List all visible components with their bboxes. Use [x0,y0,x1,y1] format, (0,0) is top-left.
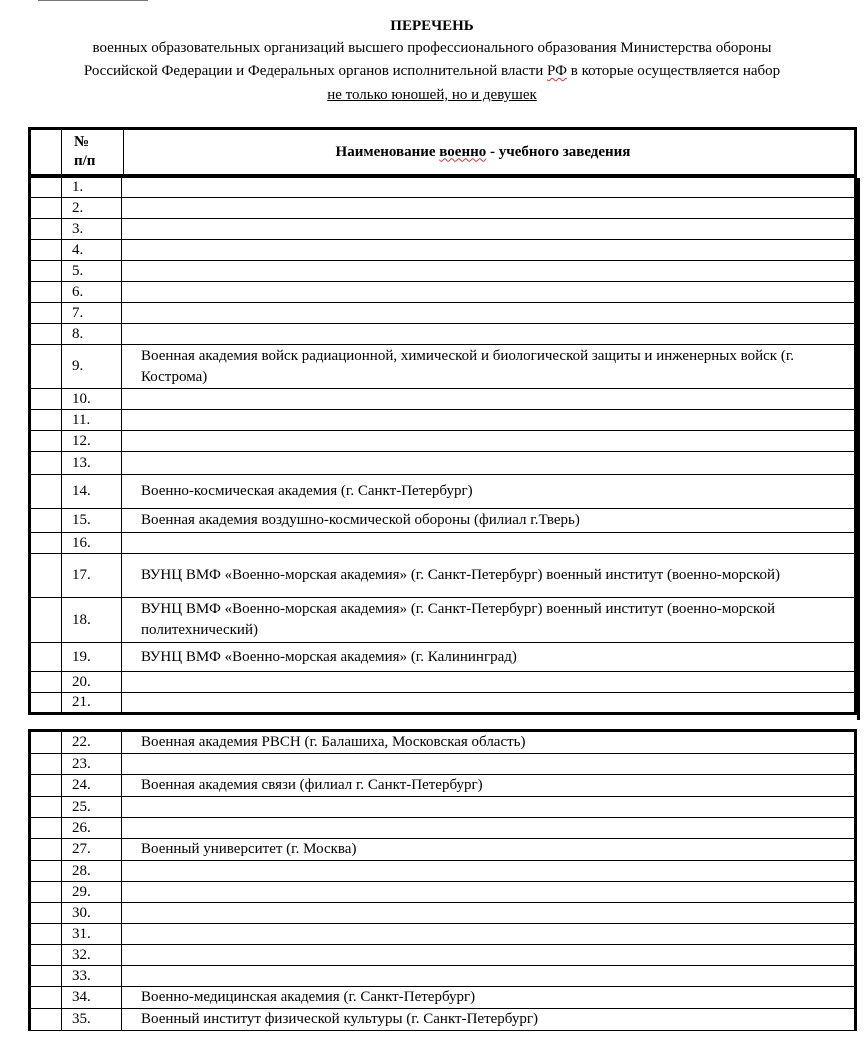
institution-name [122,240,856,261]
row-blank-cell [30,966,62,987]
table-row [30,643,856,672]
row-blank-cell [30,861,62,882]
table-header-row [30,129,856,176]
table-row [30,987,856,1009]
table-row [30,672,856,693]
row-blank-cell [30,818,62,839]
row-blank-cell [30,945,62,966]
table-row [30,324,856,345]
table-row [30,754,856,775]
institutions-table-section-2 [28,729,857,1031]
institution-name [122,672,856,693]
row-blank-cell [30,240,62,261]
table-row [30,261,856,282]
institution-name: ВУНЦ ВМФ «Военно-морская академия» (г. Калининград) [122,643,856,672]
row-blank-cell [30,219,62,240]
table-row [30,475,856,509]
institution-name [122,966,856,987]
institution-name [122,945,856,966]
table-row [30,219,856,240]
institutions-table-section-1 [28,175,857,715]
row-blank-cell [30,475,62,509]
blank-column-header [30,129,62,176]
institution-name [122,177,856,198]
table-row [30,775,856,797]
institution-name [122,533,856,554]
row-number: 22. [62,731,122,754]
row-number: 7. [62,303,122,324]
table-row [30,345,856,389]
row-blank-cell [30,754,62,775]
number-column-header [62,129,124,176]
row-blank-cell [30,693,62,714]
institution-name [122,410,856,431]
table-row [30,924,856,945]
institution-name [122,282,856,303]
table-header [28,127,857,177]
institution-name: Военная академия воздушно-космической обороны (филиал г.Тверь) [122,509,856,533]
table-row [30,945,856,966]
row-blank-cell [30,345,62,389]
row-blank-cell [30,643,62,672]
institution-name [122,924,856,945]
table-row [30,303,856,324]
institution-name [122,861,856,882]
row-number: 16. [62,533,122,554]
institution-name [122,261,856,282]
table-row [30,903,856,924]
row-number: 6. [62,282,122,303]
table-row [30,410,856,431]
row-blank-cell [30,598,62,643]
table-row [30,797,856,818]
table-right-edge [857,178,860,720]
name-column-header [124,129,856,176]
row-blank-cell [30,389,62,410]
row-number: 5. [62,261,122,282]
subtitle-line-2-part-a: Российской Федерации и Федеральных органов исполнительной власти [83,63,548,79]
row-blank-cell [30,903,62,924]
row-blank-cell [30,775,62,797]
row-blank-cell [30,797,62,818]
row-blank-cell [30,924,62,945]
row-blank-cell [30,431,62,452]
document-subtitle-line-1: военных образовательных организаций высшего профессионального образования Министерства обороны [92,40,772,56]
table-row [30,389,856,410]
row-number: 34. [62,987,122,1009]
row-number: 15. [62,509,122,533]
institution-name [122,452,856,475]
row-number: 19. [62,643,122,672]
row-number: 23. [62,754,122,775]
institution-name: Военный институт физической культуры (г. Санкт-Петербург) [122,1009,856,1031]
institution-name [122,324,856,345]
table-row [30,431,856,452]
row-number: 18. [62,598,122,643]
institution-name [122,882,856,903]
table-row [30,882,856,903]
row-number: 8. [62,324,122,345]
row-number: 29. [62,882,122,903]
table-row [30,177,856,198]
institution-name [122,818,856,839]
table-row [30,198,856,219]
number-column-header-line-2: п/п [74,153,96,169]
row-number: 35. [62,1009,122,1031]
row-number: 1. [62,177,122,198]
row-number: 17. [62,554,122,598]
row-blank-cell [30,509,62,533]
row-number: 10. [62,389,122,410]
row-blank-cell [30,533,62,554]
row-number: 25. [62,797,122,818]
table-row [30,861,856,882]
institution-name [122,219,856,240]
table-row [30,598,856,643]
name-column-header-part-a: Наименование [335,143,440,160]
row-blank-cell [30,261,62,282]
row-blank-cell [30,839,62,861]
row-blank-cell [30,554,62,598]
table-row [30,282,856,303]
name-column-header-part-b: военно [439,143,487,160]
institution-name [122,389,856,410]
subtitle-line-2-part-c: в которые осуществляется набор [566,63,781,79]
row-number: 28. [62,861,122,882]
institution-name: ВУНЦ ВМФ «Военно-морская академия» (г. Санкт-Петербург) военный институт (военно-морской политехнический) [122,598,856,643]
top-rule [38,0,148,1]
subtitle-line-3-text: не только юношей, но и девушек [327,87,537,103]
row-blank-cell [30,324,62,345]
table-row [30,693,856,714]
row-number: 32. [62,945,122,966]
institution-name: Военная академия войск радиационной, химической и биологической защиты и инженерных войск (г. Кострома) [122,345,856,389]
row-blank-cell [30,672,62,693]
row-number: 12. [62,431,122,452]
institution-name: Военная академия РВСН (г. Балашиха, Московская область) [122,731,856,754]
row-number: 11. [62,410,122,431]
row-number: 33. [62,966,122,987]
row-number: 27. [62,839,122,861]
row-number: 30. [62,903,122,924]
row-blank-cell [30,282,62,303]
institution-name [122,431,856,452]
row-number: 26. [62,818,122,839]
institution-name: Военный университет (г. Москва) [122,839,856,861]
table-row [30,731,856,754]
row-blank-cell [30,303,62,324]
row-blank-cell [30,198,62,219]
table-row [30,509,856,533]
row-blank-cell [30,731,62,754]
table-row [30,839,856,861]
institution-name: Военно-космическая академия (г. Санкт-Петербург) [122,475,856,509]
row-number: 14. [62,475,122,509]
table-row [30,533,856,554]
institution-name [122,754,856,775]
row-blank-cell [30,410,62,431]
name-column-header-part-c: - учебного заведения [486,143,631,160]
row-blank-cell [30,882,62,903]
row-number: 21. [62,693,122,714]
row-number: 13. [62,452,122,475]
row-number: 31. [62,924,122,945]
table-row [30,966,856,987]
document-subtitle-line-3 [0,84,864,106]
institution-name [122,797,856,818]
row-blank-cell [30,452,62,475]
institution-name [122,303,856,324]
table-row [30,554,856,598]
document-title: ПЕРЕЧЕНЬ [390,18,474,34]
row-blank-cell [30,177,62,198]
row-number: 2. [62,198,122,219]
row-blank-cell [30,987,62,1009]
table-row [30,1009,856,1031]
row-number: 4. [62,240,122,261]
row-number: 24. [62,775,122,797]
row-number: 9. [62,345,122,389]
institution-name: Военная академия связи (филиал г. Санкт-Петербург) [122,775,856,797]
subtitle-line-2-part-b: РФ [547,63,567,79]
row-blank-cell [30,1009,62,1031]
table-row [30,818,856,839]
institution-name: Военно-медицинская академия (г. Санкт-Петербург) [122,987,856,1009]
table-row [30,452,856,475]
row-number: 20. [62,672,122,693]
institution-name [122,198,856,219]
institution-name: ВУНЦ ВМФ «Военно-морская академия» (г. Санкт-Петербург) военный институт (военно-морской) [122,554,856,598]
institution-name [122,903,856,924]
document-subtitle-line-2 [0,60,864,82]
number-column-header-line-1: № [74,134,90,150]
row-number: 3. [62,219,122,240]
institution-name [122,693,856,714]
table-row [30,240,856,261]
